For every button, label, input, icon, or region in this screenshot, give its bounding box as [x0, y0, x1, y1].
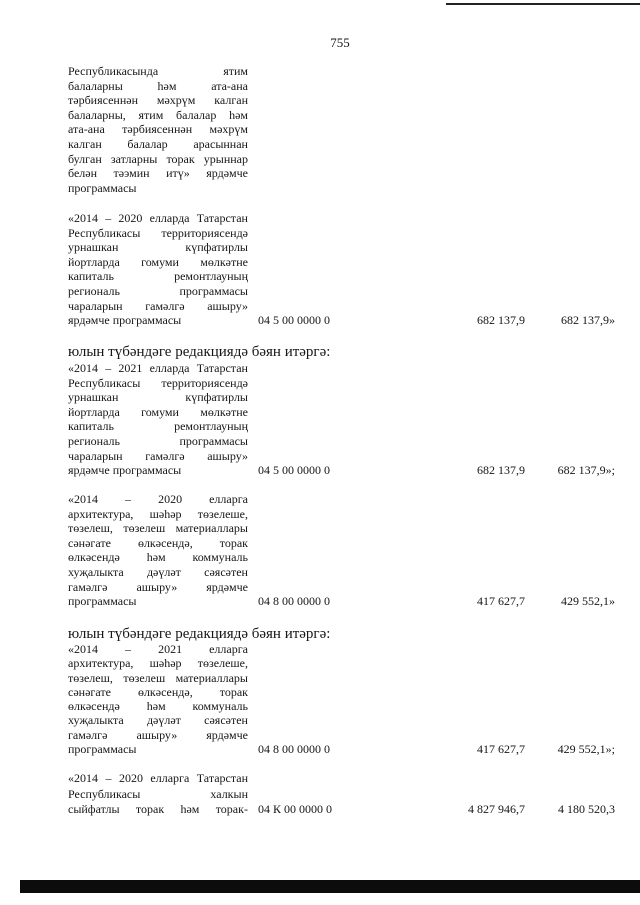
word: итү»: [166, 166, 190, 181]
word: йортларда: [68, 254, 120, 269]
word: төзелеш: [123, 670, 166, 685]
word: «2014: [68, 211, 98, 225]
word: торак: [219, 535, 248, 550]
word: белән: [68, 166, 98, 181]
word: балаларны,: [68, 107, 126, 122]
word: ашыру»: [136, 579, 178, 594]
entry-text-line: [68, 79, 248, 94]
amount-second: 682 137,9»: [561, 313, 615, 328]
word: –: [105, 361, 112, 375]
entry-text-line: [68, 492, 248, 507]
word: ятим: [223, 64, 248, 78]
entry-text-line: [68, 656, 248, 670]
word: Республикасында: [68, 64, 159, 78]
amount-second: 4 180 520,3: [558, 802, 615, 816]
amount-second: 429 552,1»: [561, 594, 615, 609]
word: Татарстан: [196, 771, 248, 785]
budget-entry: [68, 771, 640, 818]
word: елларга: [150, 771, 190, 785]
word: –: [105, 771, 112, 785]
word: региональ: [68, 283, 120, 298]
word: һәм: [146, 699, 166, 714]
entry-final-row: [68, 313, 640, 328]
entry-text-line: [68, 269, 248, 284]
word: өлкәсендә,: [137, 535, 193, 550]
entry-text-line: программасы: [68, 742, 137, 757]
word: чараларын: [68, 448, 123, 463]
word: урыннар: [203, 151, 248, 166]
word: елларга: [209, 492, 248, 506]
page-number: 755: [330, 35, 350, 50]
word: гамәлгә: [68, 579, 108, 594]
word: торак-: [215, 802, 248, 816]
word: гамәлгә: [145, 298, 185, 313]
word: территориясендә: [161, 225, 248, 240]
word: арасыннан: [193, 136, 248, 151]
word: мөлкәтне: [200, 404, 248, 419]
budget-code: 04 5 00 0000 0: [258, 463, 330, 478]
entry-text-line: [68, 521, 248, 536]
word: йортларда: [68, 404, 120, 419]
budget-entry: [68, 361, 640, 478]
word: тәрбиясеннән: [122, 122, 193, 137]
entry-text-line: [68, 802, 248, 818]
word: сәнәгате: [68, 684, 111, 699]
word: күпфатирлы: [185, 240, 248, 255]
entry-text-line: [68, 108, 248, 123]
entry-text-line: [68, 166, 248, 181]
word: ата-ана: [211, 78, 248, 93]
top-rule: [446, 3, 640, 5]
word: ашыру»: [207, 448, 248, 463]
word: «2014: [68, 771, 98, 785]
entry-text-line: [68, 361, 248, 376]
entry-text-line: [68, 390, 248, 405]
word: 2020: [118, 771, 143, 785]
word: капиталь: [68, 269, 114, 284]
entry-final-row: [68, 742, 640, 756]
word: коммуналь: [192, 699, 248, 714]
entry-text-line: [68, 226, 248, 241]
word: мөлкәтне: [200, 254, 248, 269]
entry-text-line: [68, 685, 248, 699]
amendment-heading: юлын түбәндәге редакциядә бәян итәргә:: [68, 626, 331, 642]
word: торак: [135, 802, 165, 816]
entry-text-line: [68, 580, 248, 595]
entry-text-line: [68, 507, 248, 522]
word: күпфатирлы: [185, 390, 248, 405]
entry-text-line: [68, 299, 248, 314]
entry-text-line: [68, 137, 248, 152]
word: һәм: [180, 802, 200, 816]
budget-entry: [68, 642, 640, 756]
word: өлкәсендә: [68, 699, 120, 714]
word: төзелеше,: [197, 656, 248, 671]
word: тәэмин: [113, 166, 150, 181]
word: архитектура,: [68, 506, 134, 521]
entry-text-line: [68, 449, 248, 464]
word: елларда: [149, 361, 190, 375]
word: халкын: [210, 786, 248, 801]
word: гамәлгә: [68, 727, 108, 742]
word: хуҗалыкта: [68, 713, 124, 728]
word: программасы: [179, 283, 248, 298]
word: ярдәмче: [206, 166, 248, 181]
entry-text-line: ярдәмче программасы: [68, 463, 182, 478]
entry-text-line: ярдәмче программасы: [68, 313, 182, 328]
entry-text-line: [68, 405, 248, 420]
entry-text-line: [68, 419, 248, 434]
entry-text-line: программасы: [68, 594, 137, 609]
word: елларга: [209, 642, 248, 656]
word: шәһәр: [149, 506, 182, 521]
entry-text-line: [68, 787, 248, 803]
entry-text-line: [68, 211, 248, 226]
word: «2014: [68, 642, 98, 656]
word: –: [105, 211, 112, 225]
word: һәм: [229, 107, 248, 122]
word: материаллары: [175, 670, 248, 685]
word: дәүләт: [146, 713, 181, 728]
entry-final-row: [68, 594, 640, 609]
word: чараларын: [68, 298, 123, 313]
word: балалар: [176, 107, 217, 122]
entry-text-line: [68, 713, 248, 727]
word: урнашкан: [68, 390, 119, 405]
entry-text-line: [68, 550, 248, 565]
word: тәрбиясеннән: [68, 93, 139, 108]
word: Республикасы: [68, 786, 141, 801]
word: төзелеш,: [68, 670, 113, 685]
entry-text-line: [68, 255, 248, 270]
word: ярдәмче: [206, 727, 248, 742]
word: хуҗалыкта: [68, 564, 124, 579]
word: –: [125, 642, 132, 656]
budget-code: 04 8 00 0000 0: [258, 742, 330, 757]
amount-second: 429 552,1»;: [557, 742, 615, 757]
entry-text-line: [68, 434, 248, 449]
amount-first: 682 137,9: [477, 463, 525, 478]
word: коммуналь: [192, 550, 248, 565]
entry-text-line: [68, 728, 248, 742]
word: гомуми: [141, 404, 179, 419]
word: ата-ана: [68, 122, 105, 137]
entry-text-line: [68, 699, 248, 713]
budget-code: 04 К 00 0000 0: [258, 802, 333, 816]
word: булган: [68, 151, 102, 166]
word: мәхрүм: [156, 93, 196, 108]
entry-text-line: [68, 284, 248, 299]
word: ярдәмче: [206, 579, 248, 594]
entry-text-line: [68, 671, 248, 685]
word: төзелеш,: [68, 521, 113, 536]
word: өлкәсендә,: [137, 684, 193, 699]
entry-text-line: [68, 64, 248, 79]
amount-first: 417 627,7: [477, 742, 525, 757]
word: өлкәсендә: [68, 550, 120, 565]
word: балалар: [127, 136, 168, 151]
word: мәхрүм: [209, 122, 248, 137]
word: 2021: [158, 642, 183, 656]
entry-text-line: программасы: [68, 180, 137, 195]
word: гамәлгә: [145, 448, 185, 463]
word: һәм: [157, 78, 177, 93]
word: территориясендә: [161, 375, 248, 390]
word: төзелеш: [123, 521, 166, 536]
word: һәм: [146, 550, 166, 565]
entry-text-line: [68, 376, 248, 391]
amount-first: 682 137,9: [477, 313, 525, 328]
word: сәнәгате: [68, 535, 111, 550]
entry-text-line: [68, 152, 248, 167]
budget-entry: [68, 211, 640, 328]
word: ремонтлауның: [174, 269, 248, 284]
word: елларда: [149, 211, 190, 225]
word: 2020: [118, 211, 143, 225]
amount-second: 682 137,9»;: [557, 463, 615, 478]
word: торак: [166, 151, 195, 166]
word: төзелеше,: [197, 506, 248, 521]
word: шәһәр: [149, 656, 182, 671]
budget-entry: [68, 64, 640, 195]
budget-code: 04 8 00 0000 0: [258, 594, 330, 609]
word: Татарстан: [196, 211, 248, 225]
word: капиталь: [68, 419, 114, 434]
word: материаллары: [175, 521, 248, 536]
entry-text-line: [68, 122, 248, 137]
word: –: [125, 492, 132, 506]
word: дәүләт: [146, 564, 181, 579]
budget-code: 04 5 00 0000 0: [258, 313, 330, 328]
amount-first: 4 827 946,7: [468, 802, 525, 816]
word: архитектура,: [68, 656, 134, 671]
word: Республикасы: [68, 225, 141, 240]
word: гомуми: [141, 254, 179, 269]
word: затларны: [110, 151, 158, 166]
word: балаларны: [68, 78, 123, 93]
amendment-heading: юлын түбәндәге редакциядә бәян итәргә:: [68, 344, 331, 360]
word: «2014: [68, 361, 98, 375]
word: сәясәтен: [204, 564, 248, 579]
word: калган: [214, 93, 248, 108]
word: сыйфатлы: [68, 802, 120, 816]
word: сәясәтен: [204, 713, 248, 728]
amount-first: 417 627,7: [477, 594, 525, 609]
entry-final-row: [68, 802, 640, 818]
word: ятим: [138, 107, 164, 122]
word: 2021: [118, 361, 143, 375]
word: урнашкан: [68, 240, 119, 255]
entry-text-line: [68, 536, 248, 551]
word: Республикасы: [68, 375, 141, 390]
word: ремонтлауның: [174, 419, 248, 434]
word: ашыру»: [207, 298, 248, 313]
word: региональ: [68, 433, 120, 448]
word: ашыру»: [136, 727, 178, 742]
word: 2020: [158, 492, 183, 506]
entry-final-row: [68, 463, 640, 478]
budget-entry: [68, 492, 640, 609]
entry-text-line: [68, 565, 248, 580]
entry-text-line: [68, 771, 248, 787]
scan-bottom-edge: [20, 880, 640, 893]
word: калган: [68, 136, 102, 151]
entry-text-line: [68, 240, 248, 255]
entry-text-line: [68, 642, 248, 656]
word: торак: [219, 684, 248, 699]
word: Татарстан: [196, 361, 248, 375]
entry-text-line: [68, 93, 248, 108]
word: программасы: [179, 433, 248, 448]
word: «2014: [68, 492, 98, 506]
